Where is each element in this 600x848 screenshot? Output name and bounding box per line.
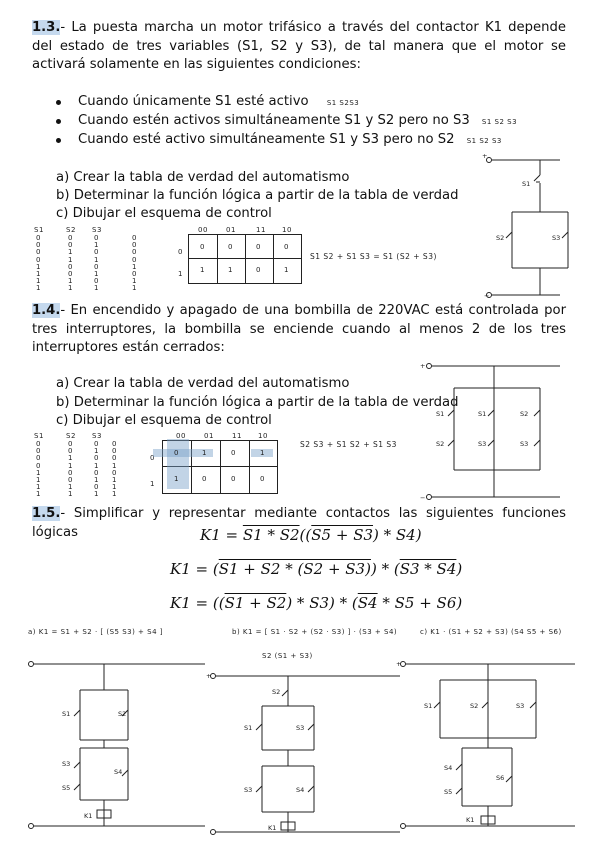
ex13-minus: − (484, 292, 490, 300)
f1-c: S5 + S3 (311, 526, 374, 544)
ex15c-lbl: S1 (424, 702, 433, 710)
ex13-lbl-s2: S2 (496, 234, 505, 242)
ex15a-lbl: S2 (118, 710, 127, 718)
ex14-truth-output: 0 (112, 454, 117, 463)
ex15c-lbl: K1 (466, 816, 475, 824)
ex14-minus: − (420, 494, 426, 502)
ex14-truth-cell: 0 (94, 468, 99, 477)
ex13-truth-output: 1 (132, 277, 137, 286)
ex14-task-a: a) Crear la tabla de verdad del automatismo (56, 376, 350, 391)
ex13-truth-cell: 0 (94, 262, 99, 271)
ex13-truth-cell: 0 (68, 262, 73, 271)
ex13-kmap-cell: 1 (200, 266, 205, 274)
ex14-kmap-cell: 1 (202, 449, 207, 457)
ex13-truth-cell: 1 (94, 255, 99, 264)
ex13-truth-cell: 1 (94, 284, 99, 293)
ex13-kmap-cell: 0 (256, 266, 261, 274)
ex14-truth-cell: 1 (36, 490, 41, 499)
ex14-lbl: S2 (436, 440, 445, 448)
ex13-kmap-cell: 1 (284, 266, 289, 274)
ex14-truth-output: 1 (112, 476, 117, 484)
ex13-bullet-1-text: Cuando únicamente S1 esté activo (78, 94, 309, 109)
ex13-truth-output: 0 (132, 248, 137, 257)
ex13-truth-output: 0 (132, 270, 137, 278)
ex14-lbl: S2 (520, 410, 529, 418)
ex13-circuit (487, 158, 569, 298)
ex14-kmap-cell: 1 (260, 449, 265, 457)
ex13-truth-cell: 0 (68, 270, 73, 278)
f3-d: * S5 + S6) (377, 594, 463, 612)
ex13-number: 1.3. (32, 20, 61, 35)
ex14-truth-output: 0 (112, 447, 117, 456)
ex13-kmap-row-1: 1 (178, 270, 183, 278)
f2-b: ) * ( (370, 560, 400, 578)
ex14-truth-cell: 0 (68, 468, 73, 477)
ex14-kmap-col-2: 11 (232, 432, 242, 440)
ex14-truth-cell: 0 (94, 454, 99, 463)
ex13-truth-cell: 0 (36, 248, 41, 257)
ex13-th-s3: S3 (92, 226, 102, 234)
f3-c: S4 (357, 594, 378, 612)
ex15b-lbl: S3 (296, 724, 305, 732)
ex15a-lbl: S4 (114, 768, 123, 776)
ex14-truth-output: 1 (112, 461, 117, 470)
ex13-kmap-cell: 0 (284, 243, 289, 251)
ex13-truth-cell: 0 (36, 234, 41, 242)
f1-lhs: K1 = (200, 526, 243, 544)
ex15-hand-b: b) K1 = [ S1 · S2 + (S2 · S3) ] · (S3 + S4) (232, 628, 398, 636)
ex13-truth-cell: 0 (36, 255, 41, 264)
ex13-bullet-2-note: S1 S2 S3 (481, 118, 518, 126)
ex14-truth-cell: 1 (94, 447, 99, 456)
ex14-truth-output: 0 (112, 468, 117, 477)
ex14-kmap-cell: 0 (260, 475, 265, 483)
ex15a-lbl: S3 (62, 760, 71, 768)
ex13-kmap-col-1: 01 (226, 226, 236, 234)
ex14-truth-cell: 0 (36, 461, 41, 470)
ex14-lbl: S3 (520, 440, 529, 448)
ex13-truth-cell: 1 (36, 284, 41, 293)
ex15c-lbl: S5 (444, 788, 453, 796)
ex13-truth-output: 0 (132, 234, 137, 242)
ex14-truth-cell: 0 (68, 447, 73, 456)
ex14-truth-cell: 1 (94, 476, 99, 484)
ex13-truth-output: 0 (132, 255, 137, 264)
ex15c-lbl: S3 (516, 702, 525, 710)
ex14-truth-cell: 1 (68, 461, 73, 470)
ex14-number: 1.4. (32, 303, 61, 318)
ex13-truth-output: 1 (132, 262, 137, 271)
ex13-truth-cell: 1 (68, 277, 73, 286)
ex14-kmap-cell: 1 (174, 475, 179, 483)
ex13-truth-output: 0 (132, 241, 137, 250)
ex13-truth-cell: 1 (68, 284, 73, 293)
ex13-truth-cell: 1 (36, 277, 41, 286)
f2-lhs: K1 = ( (170, 560, 219, 578)
ex14-kmap-cell: 0 (231, 475, 236, 483)
ex13-kmap-cell: 0 (256, 243, 261, 251)
ex15c-lbl: S2 (470, 702, 479, 710)
ex14-task-c: c) Dibujar el esquema de control (56, 413, 272, 428)
ex13-task-a: a) Crear la tabla de verdad del automatismo (56, 170, 350, 185)
f2-c: S3 * S4 (399, 560, 457, 578)
f2-a: S1 + S2 * (S2 + S3) (218, 560, 371, 578)
ex13-bullet-1-note: S1 S2S3 (326, 99, 360, 107)
ex13-bullet-3-note: S1 S2 S3 (466, 137, 502, 145)
ex13-truth-cell: 0 (94, 277, 99, 286)
ex15-text: - Simplificar y representar mediante contactos las siguientes funciones lógicas (32, 506, 566, 540)
ex13-truth-cell: 0 (36, 241, 41, 250)
ex13-truth-cell: 1 (36, 270, 41, 278)
ex15b-lbl: + (206, 672, 212, 680)
ex15-hand-a: a) K1 = S1 + S2 · [ (S5 S3) + S4 ] (28, 628, 163, 636)
ex13-function: S1 S2 + S1 S3 = S1 (S2 + S3) (310, 252, 437, 261)
ex15-circuit-b (211, 674, 401, 835)
ex13-truth-cell: 1 (68, 248, 73, 257)
ex14-truth-cell: 0 (94, 483, 99, 492)
ex14-truth-cell: 1 (36, 483, 41, 492)
ex13-truth-cell: 1 (36, 262, 41, 271)
ex14-circuit (427, 364, 561, 500)
ex15-circuit-a (29, 662, 206, 829)
ex13-truth-cell: 1 (94, 270, 99, 278)
ex14-th-s3: S3 (92, 432, 102, 440)
ex13-truth-cell: 0 (68, 234, 73, 242)
ex14-th-s2: S2 (66, 432, 76, 440)
ex13-task-c: c) Dibujar el esquema de control (56, 206, 272, 221)
ex15b-lbl: K1 (268, 824, 277, 832)
ex14-truth-cell: 1 (94, 461, 99, 470)
f3-lhs: K1 = (( (170, 594, 225, 612)
f3-a: S1 + S2 (224, 594, 287, 612)
ex14-truth-output: 1 (112, 483, 117, 492)
ex15a-lbl: K1 (84, 812, 93, 820)
ex14-truth-cell: 0 (36, 454, 41, 463)
ex13-kmap-col-2: 11 (256, 226, 266, 234)
f1-b: (( (299, 526, 312, 544)
ex14-truth-cell: 1 (68, 490, 73, 499)
ex14-kmap-col-1: 01 (204, 432, 214, 440)
ex15a-lbl: S5 (62, 784, 71, 792)
ex14-truth-output: 1 (112, 490, 117, 499)
ex15b-lbl: S2 (272, 688, 281, 696)
ex13-kmap-col-0: 00 (198, 226, 208, 234)
ex14-lbl: S1 (478, 410, 487, 418)
ex13-bullet-2-text: Cuando estén activos simultáneamente S1 y S2 pero no S3 (78, 113, 470, 128)
ex14-truth-cell: 1 (36, 476, 41, 484)
ex14-task-b: b) Determinar la función lógica a partir de la tabla de verdad (56, 395, 459, 410)
ex13-kmap-col-3: 10 (282, 226, 292, 234)
ex14-truth-output: 0 (112, 440, 117, 448)
ex15c-lbl: + (396, 660, 402, 668)
f3-b: ) * S3) * ( (286, 594, 358, 612)
ex13-kmap-cell: 0 (228, 243, 233, 251)
ex14-kmap-row-1: 1 (150, 480, 155, 488)
ex13-bullet-3-text: Cuando esté activo simultáneamente S1 y S3 pero no S2 (78, 132, 455, 147)
ex13-kmap-cell: 1 (228, 266, 233, 274)
ex13-truth-cell: 0 (94, 234, 99, 242)
ex14-th-s1: S1 (34, 432, 44, 440)
ex13-th-s1: S1 (34, 226, 44, 234)
ex14-lbl: S1 (436, 410, 445, 418)
f2-d: ) (456, 560, 463, 578)
ex14-plus: + (420, 362, 426, 370)
ex14-truth-cell: 0 (68, 476, 73, 484)
ex14-truth-cell: 0 (36, 440, 41, 448)
ex14-kmap-col-3: 10 (258, 432, 268, 440)
ex15-number: 1.5. (32, 506, 61, 521)
ex15c-lbl: S4 (444, 764, 453, 772)
ex14-kmap-cell: 0 (174, 449, 179, 457)
ex14-truth-cell: 1 (36, 468, 41, 477)
ex13-text: - La puesta marcha un motor trifásico a través del contactor K1 depende del estado de tres variables (S1, S2 y S3), de tal manera que el motor se activará solamente en las siguientes condiciones: (32, 20, 566, 72)
ex15-hand-b2: S2 (S1 + S3) (262, 652, 313, 660)
ex14-truth-cell: 1 (68, 483, 73, 492)
ex15a-lbl: S1 (62, 710, 71, 718)
ex15b-lbl: S3 (244, 786, 253, 794)
ex14-kmap-cell: 0 (231, 449, 236, 457)
ex13-kmap-row-0: 0 (178, 248, 183, 256)
ex14-kmap-col-0: 00 (176, 432, 186, 440)
ex13-truth-cell: 1 (68, 255, 73, 264)
ex14-truth-cell: 0 (94, 440, 99, 448)
ex13-truth-cell: 1 (94, 241, 99, 250)
ex15-hand-c: c) K1 · (S1 + S2 + S3) (S4 S5 + S6) (420, 628, 562, 636)
ex14-truth-cell: 0 (36, 447, 41, 456)
ex15b-lbl: S1 (244, 724, 253, 732)
ex15b-lbl: S4 (296, 786, 305, 794)
ex14-truth-cell: 1 (94, 490, 99, 499)
ex13-th-s2: S2 (66, 226, 76, 234)
ex13-truth-cell: 0 (68, 241, 73, 250)
ex14-lbl: S3 (478, 440, 487, 448)
ex14-truth-cell: 1 (68, 454, 73, 463)
ex14-kmap-cell: 0 (202, 475, 207, 483)
ex14-truth-cell: 0 (68, 440, 73, 448)
ex13-truth-output: 1 (132, 284, 137, 293)
f1-a: S1 * S2 (242, 526, 300, 544)
f1-d: ) * S4) (373, 526, 422, 544)
ex15c-lbl: S6 (496, 774, 505, 782)
ex14-text: - En encendido y apagado de una bombilla de 220VAC está controlada por tres interruptores, la bombilla se enciende cuando al menos 2 de los tres interruptores están cerrados: (32, 303, 566, 355)
ex13-lbl-s1: S1 (522, 180, 531, 188)
ex13-task-b: b) Determinar la función lógica a partir de la tabla de verdad (56, 188, 459, 203)
ex13-plus: + (482, 152, 488, 160)
ex13-truth-cell: 0 (94, 248, 99, 257)
ex15-circuit-c (401, 662, 576, 829)
ex13-lbl-s3: S3 (552, 234, 561, 242)
ex14-function: S2 S3 + S1 S2 + S1 S3 (300, 440, 397, 449)
ex14-kmap-row-0: 0 (150, 454, 155, 462)
ex13-kmap-cell: 0 (200, 243, 205, 251)
